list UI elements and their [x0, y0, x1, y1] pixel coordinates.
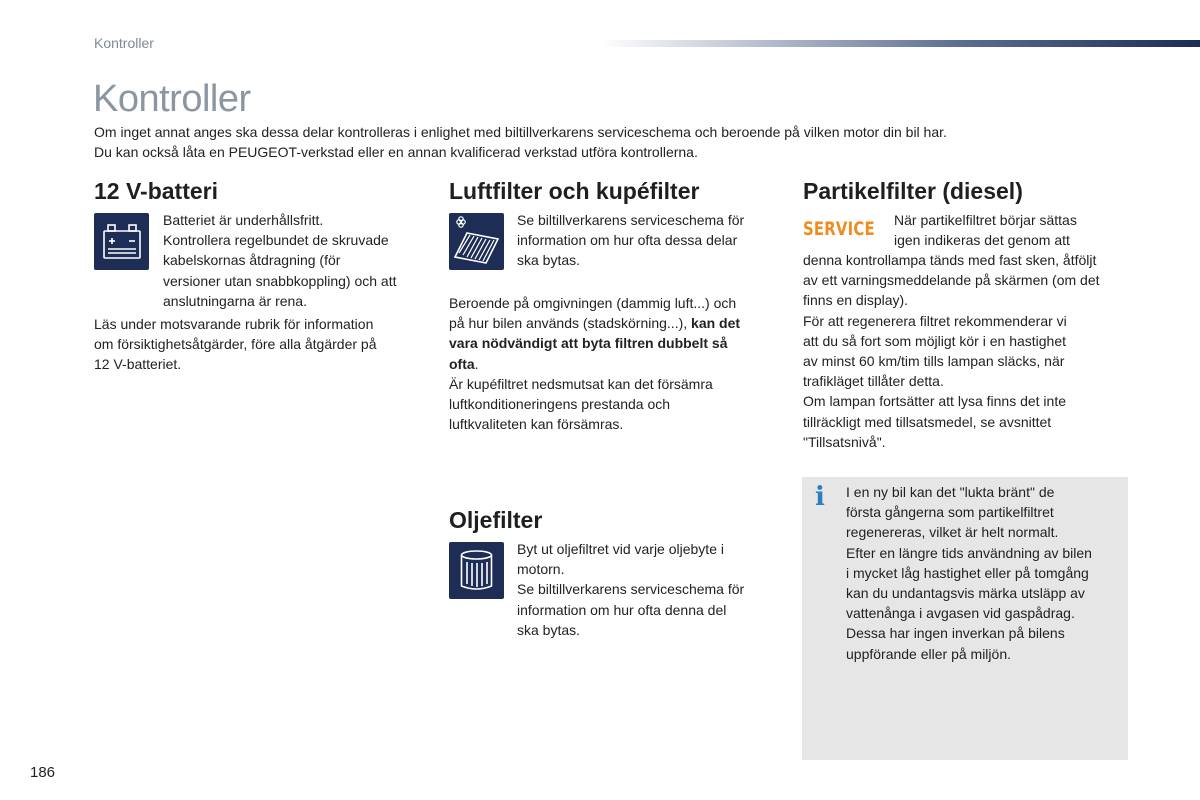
particle-line: av ett varningsmeddelande på skärmen (om det — [803, 272, 1100, 289]
airfilter-text — [517, 210, 787, 271]
oilfilter-line: motorn. — [517, 561, 565, 578]
particle-line: "Tillsatsnivå". — [803, 433, 886, 450]
airfilter-line: information om hur ofta dessa delar — [517, 232, 738, 249]
battery-text — [163, 210, 433, 311]
particle-line: denna kontrollampa tänds med fast sken, åtföljt — [803, 252, 1097, 268]
battery-note-line: om försiktighetsåtgärder, före alla åtgärder på — [94, 336, 377, 353]
battery-note — [94, 314, 424, 375]
particle-line: För att regenerera filtret rekommenderar vi — [803, 312, 1067, 329]
particle-line: att du så fort som möjligt kör i en hastighet — [803, 332, 1067, 349]
airfilter-normal-text: . — [474, 355, 479, 372]
airfilter-bold-text: vara nödvändigt att byta filtren dubbelt så — [449, 335, 728, 352]
oilfilter-line: Se biltillverkarens serviceschema för — [517, 581, 745, 598]
airfilter-para3-line: luftkonditioneringens prestanda och — [449, 396, 671, 413]
battery-line: versioner utan snabbkoppling) och att — [163, 272, 397, 289]
airfilter-line: ska bytas. — [517, 252, 581, 269]
battery-line: Kontrollera regelbundet de skruvade — [163, 232, 389, 249]
battery-heading: 12 V-batteri — [94, 178, 218, 204]
oil-filter-icon — [449, 542, 504, 599]
battery-line: anslutningarna är rena. — [163, 292, 307, 309]
oilfilter-text — [517, 539, 787, 640]
airfilter-para2-line: Beroende på omgivningen (dammig luft...) och — [449, 295, 737, 311]
particle-intro-line: igen indikeras det genom att — [894, 232, 1070, 249]
airfilter-para2-line — [449, 313, 779, 333]
info-line: första gångerna som partikelfiltret — [846, 504, 1054, 521]
particle-heading: Partikelfilter (diesel) — [803, 178, 1023, 204]
battery-note-line: 12 V-batteriet. — [94, 356, 182, 373]
particle-intro-line: När partikelfiltret börjar sättas — [894, 212, 1077, 228]
intro-line: Om inget annat anges ska dessa delar kontrolleras i enlighet med biltillverkarens serviceschema och beroende på vilken motor din bil har. — [94, 124, 947, 140]
battery-line: Batteriet är underhållsfritt. — [163, 212, 324, 228]
airfilter-bold-text: kan det — [691, 315, 741, 332]
header-gradient-bar — [600, 40, 1200, 47]
particle-intro — [894, 210, 1144, 250]
info-line: Dessa har ingen inverkan på bilens — [846, 625, 1065, 642]
battery-note-line: Läs under motsvarande rubrik för information — [94, 316, 374, 332]
oilfilter-heading: Oljefilter — [449, 507, 543, 533]
airfilter-para2-line — [449, 354, 779, 374]
running-header: Kontroller — [94, 35, 154, 51]
oilfilter-line: ska bytas. — [517, 621, 581, 638]
airfilter-bold-text: ofta — [449, 355, 475, 372]
info-text — [846, 482, 1126, 664]
airfilter-para3-line: luftkvaliteten kan försämras. — [449, 416, 624, 433]
info-icon: i — [815, 482, 825, 512]
airfilter-para2-line — [449, 333, 779, 353]
battery-icon — [94, 213, 149, 270]
particle-line: trafikläget tillåter detta. — [803, 373, 944, 390]
particle-line: tillräckligt med tillsatsmedel, se avsnittet — [803, 413, 1052, 430]
battery-line: kabelskornas åtdragning (för — [163, 252, 341, 269]
air-filter-icon — [449, 213, 504, 270]
info-line: uppförande eller på miljön. — [846, 645, 1011, 662]
info-line: regenereras, vilket är helt normalt. — [846, 524, 1059, 541]
page-number: 186 — [30, 764, 56, 781]
particle-line: finns en display). — [803, 292, 909, 309]
info-line: vattenånga i avgasen vid gaspådrag. — [846, 605, 1075, 622]
page-title: Kontroller — [93, 78, 251, 120]
airfilter-heading: Luftfilter och kupéfilter — [449, 178, 700, 204]
particle-line: Om lampan fortsätter att lysa finns det inte — [803, 393, 1067, 410]
airfilter-normal-text: på hur bilen används (stadskörning...), — [449, 315, 692, 332]
oilfilter-line: information om hur ofta denna del — [517, 601, 727, 618]
airfilter-para2 — [449, 293, 779, 434]
airfilter-line: Se biltillverkarens serviceschema för — [517, 212, 745, 228]
info-line: i mycket låg hastighet eller på tomgång — [846, 564, 1089, 581]
airfilter-para3-line: Är kupéfiltret nedsmutsat kan det försämra — [449, 375, 713, 392]
info-line: kan du undantagsvis märka utsläpp av — [846, 585, 1085, 602]
intro-text — [94, 122, 1154, 162]
oilfilter-line: Byt ut oljefiltret vid varje oljebyte i — [517, 541, 724, 557]
service-warning-icon: SERVICE — [803, 218, 875, 240]
info-line: I en ny bil kan det "lukta bränt" de — [846, 484, 1055, 500]
particle-text — [803, 250, 1143, 452]
particle-line: av minst 60 km/tim tills lampan släcks, när — [803, 353, 1065, 370]
info-line: Efter en längre tids användning av bilen — [846, 544, 1092, 561]
intro-line: Du kan också låta en PEUGEOT-verkstad eller en annan kvalificerad verkstad utföra kontrollerna. — [94, 144, 698, 160]
